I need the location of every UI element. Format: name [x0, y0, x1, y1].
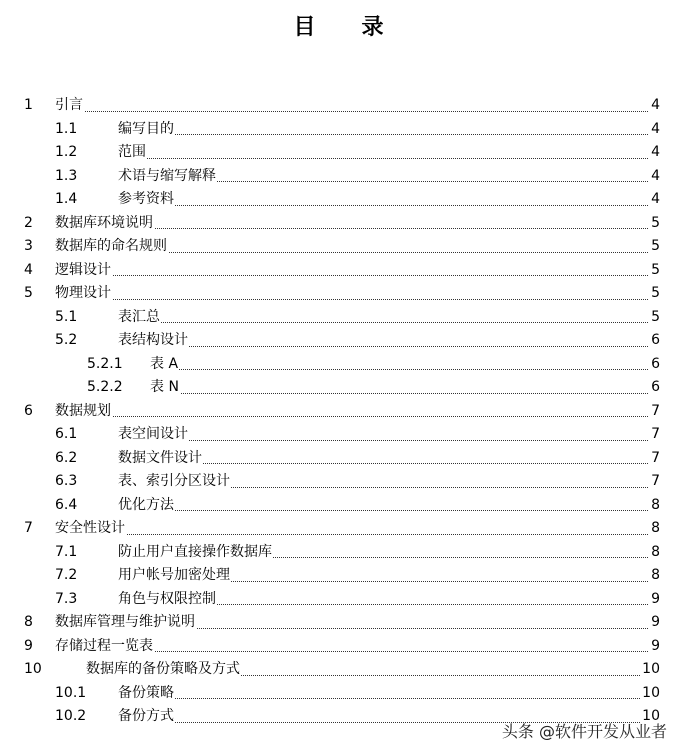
toc-entry-number: 5.1 [55, 308, 78, 325]
toc-entry[interactable] [0, 633, 660, 657]
title-char-1: 目 [293, 14, 318, 40]
toc-entry-number: 6.2 [55, 449, 78, 466]
toc-entry[interactable] [0, 445, 660, 469]
toc-entry-number: 5 [24, 285, 33, 301]
toc-entry-number: 3 [24, 238, 33, 254]
toc-entry-title: 表 A [150, 355, 179, 372]
toc-entry[interactable] [0, 210, 660, 234]
toc-entry-title: 角色与权限控制 [118, 590, 216, 607]
toc-entry-title: 备份策略 [118, 684, 174, 701]
toc-leader-dots [118, 510, 648, 511]
toc-entry-number: 6.3 [55, 473, 78, 489]
toc-entry-title: 表汇总 [118, 308, 160, 325]
toc-entry-title: 数据库的备份策略及方式 [86, 661, 240, 677]
page-title [0, 10, 679, 41]
toc-entry-title: 表结构设计 [118, 332, 188, 348]
toc-entry[interactable] [0, 398, 660, 422]
toc-entry-number: 9 [24, 637, 33, 654]
toc-entry-page: 7 [651, 426, 660, 442]
toc-entry-number: 7.3 [55, 590, 78, 607]
toc-entry[interactable] [0, 351, 660, 375]
toc-entry-number: 2 [24, 214, 33, 231]
toc-entry-page: 9 [651, 614, 660, 630]
toc-entry-title: 术语与缩写解释 [118, 167, 216, 184]
toc-entry-page: 5 [651, 238, 660, 254]
toc-entry-page: 6 [651, 379, 660, 395]
toc-leader-dots [55, 416, 648, 417]
toc-entry-page: 10 [642, 661, 660, 677]
toc-entry-number: 7.1 [55, 543, 78, 560]
title-char-2: 录 [361, 14, 386, 40]
toc-entry-page: 7 [651, 402, 660, 419]
toc-entry-number: 5.2.1 [87, 355, 123, 372]
toc-entry-number: 10.1 [55, 684, 87, 701]
toc-entry-title: 逻辑设计 [55, 261, 111, 278]
toc-entry-number: 1.3 [55, 167, 78, 184]
toc-entry-page: 6 [651, 355, 660, 372]
toc-entry[interactable] [0, 304, 660, 328]
toc-entry-number: 10 [24, 661, 42, 677]
toc-entry[interactable] [0, 257, 660, 281]
toc-entry-title: 参考资料 [118, 191, 174, 207]
toc-entry[interactable] [0, 163, 660, 187]
toc-entry-number: 5.2 [55, 332, 78, 348]
toc-entry[interactable] [0, 492, 660, 516]
toc-entry-number: 10.2 [55, 708, 87, 724]
toc-leader-dots [118, 134, 648, 135]
toc-entry-page: 7 [651, 449, 660, 466]
toc-entry-page: 4 [651, 120, 660, 137]
toc-entry-page: 5 [651, 308, 660, 325]
toc-leader-dots [118, 346, 648, 347]
toc-entry-page: 8 [651, 543, 660, 560]
toc-leader-dots [118, 698, 648, 699]
toc-entry-number: 5.2.2 [87, 379, 123, 395]
toc-entry-page: 4 [651, 97, 660, 113]
toc-entry-title: 优化方法 [118, 496, 174, 513]
toc-entry[interactable] [0, 186, 660, 210]
toc-entry[interactable] [0, 327, 660, 351]
toc-entry-title: 编写目的 [118, 120, 174, 137]
toc-entry-title: 范围 [118, 144, 146, 160]
toc-entry[interactable] [0, 468, 660, 492]
toc-entry-title: 数据规划 [55, 402, 111, 419]
toc-entry-page: 8 [651, 567, 660, 583]
toc-entry-page: 5 [651, 261, 660, 278]
toc-entry[interactable] [0, 116, 660, 140]
toc-entry-number: 4 [24, 261, 33, 278]
toc-entry-number: 6 [24, 402, 33, 419]
toc-entry-number: 7.2 [55, 567, 78, 583]
toc-entry-title: 数据文件设计 [118, 449, 202, 466]
toc-leader-dots [55, 111, 648, 112]
toc-entry-title: 防止用户直接操作数据库 [118, 543, 272, 560]
toc-entry-page: 9 [651, 590, 660, 607]
toc-entry[interactable] [0, 515, 660, 539]
toc-entry-page: 9 [651, 637, 660, 654]
toc-entry-page: 4 [651, 191, 660, 207]
toc-leader-dots [55, 299, 648, 300]
toc-leader-dots [55, 275, 648, 276]
toc-leader-dots [118, 440, 648, 441]
toc-entry-page: 5 [651, 214, 660, 231]
toc-entry[interactable] [0, 233, 660, 257]
toc-leader-dots [118, 322, 648, 323]
toc-entry[interactable] [0, 680, 660, 704]
toc-entry-title: 数据库环境说明 [55, 214, 153, 231]
toc-leader-dots [118, 158, 648, 159]
toc-entry-title: 引言 [55, 97, 83, 113]
toc-entry-title: 数据库的命名规则 [55, 238, 167, 254]
watermark: 头条 @软件开发从业者 [501, 722, 667, 741]
toc-entry-page: 10 [642, 684, 660, 701]
toc-leader-dots [150, 369, 648, 370]
toc-entry-number: 7 [24, 520, 33, 536]
toc-entry-page: 7 [651, 473, 660, 489]
toc-entry-title: 数据库管理与维护说明 [55, 614, 195, 630]
toc-entry[interactable] [0, 374, 660, 398]
toc-entry[interactable] [0, 280, 660, 304]
toc-entry-number: 1 [24, 97, 33, 113]
toc-entry-number: 6.4 [55, 496, 78, 513]
toc-entry[interactable] [0, 562, 660, 586]
toc-entry-number: 1.2 [55, 144, 78, 160]
toc-entry-page: 4 [651, 167, 660, 184]
toc-entry-page: 8 [651, 496, 660, 513]
toc-entry-title: 表空间设计 [118, 426, 188, 442]
toc-entry[interactable] [0, 139, 660, 163]
toc-entry-page: 10 [642, 708, 660, 724]
toc-leader-dots [118, 205, 648, 206]
toc-entry-number: 1.4 [55, 191, 78, 207]
toc-entry[interactable] [0, 656, 660, 680]
toc-entry-page: 5 [651, 285, 660, 301]
toc-leader-dots [150, 393, 648, 394]
toc-entry-title: 存储过程一览表 [55, 637, 153, 654]
toc-entry[interactable] [0, 421, 660, 445]
toc-entry[interactable] [0, 609, 660, 633]
toc-entry-page: 8 [651, 520, 660, 536]
toc-entry-page: 6 [651, 332, 660, 348]
toc-entry-title: 用户帐号加密处理 [118, 567, 230, 583]
toc-entry-title: 安全性设计 [55, 520, 125, 536]
toc-entry-page: 4 [651, 144, 660, 160]
toc-entry-title: 表 N [150, 379, 179, 395]
toc-entry[interactable] [0, 586, 660, 610]
toc-leader-dots [55, 534, 648, 535]
toc-entry[interactable] [0, 92, 660, 116]
toc-entry-number: 6.1 [55, 426, 78, 442]
toc-entry-title: 物理设计 [55, 285, 111, 301]
toc-entry-number: 8 [24, 614, 33, 630]
toc-entry[interactable] [0, 539, 660, 563]
toc-entry-title: 备份方式 [118, 708, 174, 724]
toc-entry-number: 1.1 [55, 120, 78, 137]
toc-entry-title: 表、索引分区设计 [118, 473, 230, 489]
